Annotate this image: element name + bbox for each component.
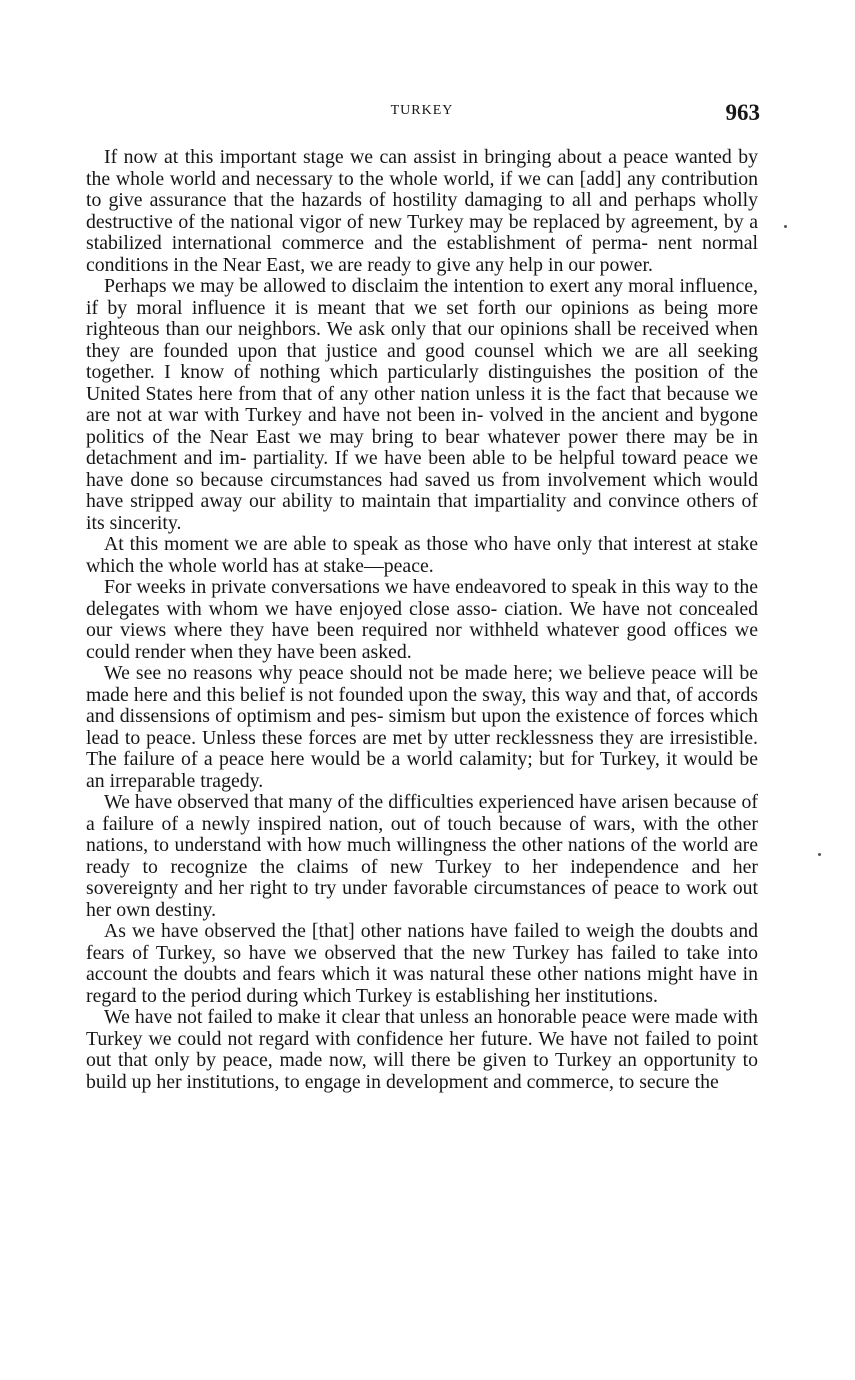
paragraph: At this moment we are able to speak as those who have only that interest at stake which the whole world has at stake—peace. (86, 533, 758, 577)
paragraph: We have not failed to make it clear that unless an honorable peace were made with Turkey we could not regard with confidence her future. We have not failed to point out that only by peace, made now, will there be given to Turkey an opportunity to build up her institutions, to engage in development and commerce, to secure the (86, 1006, 758, 1093)
paragraph: We have observed that many of the difficulties experienced have arisen because of a failure of a newly inspired nation, out of touch because of wars, with the other nations, to understand with how much willingness the other nations of the world are ready to recognize the claims of new Turkey to her independence and her sovereignty and her right to try under favorable circumstances of peace to work out her own destiny. (86, 791, 758, 921)
scan-speck (784, 225, 787, 228)
running-title: TURKEY (390, 103, 454, 118)
scan-speck (818, 853, 821, 856)
running-header (84, 100, 760, 130)
paragraph: As we have observed the [that] other nations have failed to weigh the doubts and fears of Turkey, so have we observed that the new Turkey has failed to take into account the doubts and fears which it was natural these other nations might have in regard to the period during which Turkey is establishing her institutions. (86, 920, 758, 1007)
paragraph: For weeks in private conversations we have endeavored to speak in this way to the delegates with whom we have enjoyed close asso- ciation. We have not concealed our views where they have been required nor withheld whatever good offices we could render when they have been asked. (86, 576, 758, 663)
paragraph: We see no reasons why peace should not be made here; we believe peace will be made here and this belief is not founded upon the sway, this way and that, of accords and dissensions of optimism and pes- simism but upon the existence of forces which lead to peace. Unless these forces are met by utter recklessness they are irresistible. The failure of a peace here would be a world calamity; but for Turkey, it would be an irreparable tragedy. (86, 662, 758, 792)
paragraph: Perhaps we may be allowed to disclaim the intention to exert any moral influence, if by moral influence it is meant that we set forth our opinions as being more righteous than our neighbors. We ask only that our opinions shall be received when they are founded upon that justice and good counsel which we are all seeking together. I know of nothing which particularly distinguishes the position of the United States here from that of any other nation unless it is the fact that because we are not at war with Turkey and have not been in- volved in the ancient and bygone politics of the Near East we may bring to bear whatever power there may be in detachment and im- partiality. If we have been able to be helpful toward peace we have done so because circumstances had saved us from involvement which would have stripped away our ability to maintain that impartiality and convince others of its sincerity. (86, 275, 758, 534)
page-number: 963 (725, 100, 760, 125)
body-text (86, 147, 758, 1093)
paragraph: If now at this important stage we can assist in bringing about a peace wanted by the whole world and necessary to the whole world, if we can [add] any contribution to give assurance that the hazards of hostility damaging to all and perhaps wholly destructive of the national vigor of new Turkey may be replaced by agreement, by a stabilized international commerce and the establishment of perma- nent normal conditions in the Near East, we are ready to give any help in our power. (86, 146, 758, 276)
